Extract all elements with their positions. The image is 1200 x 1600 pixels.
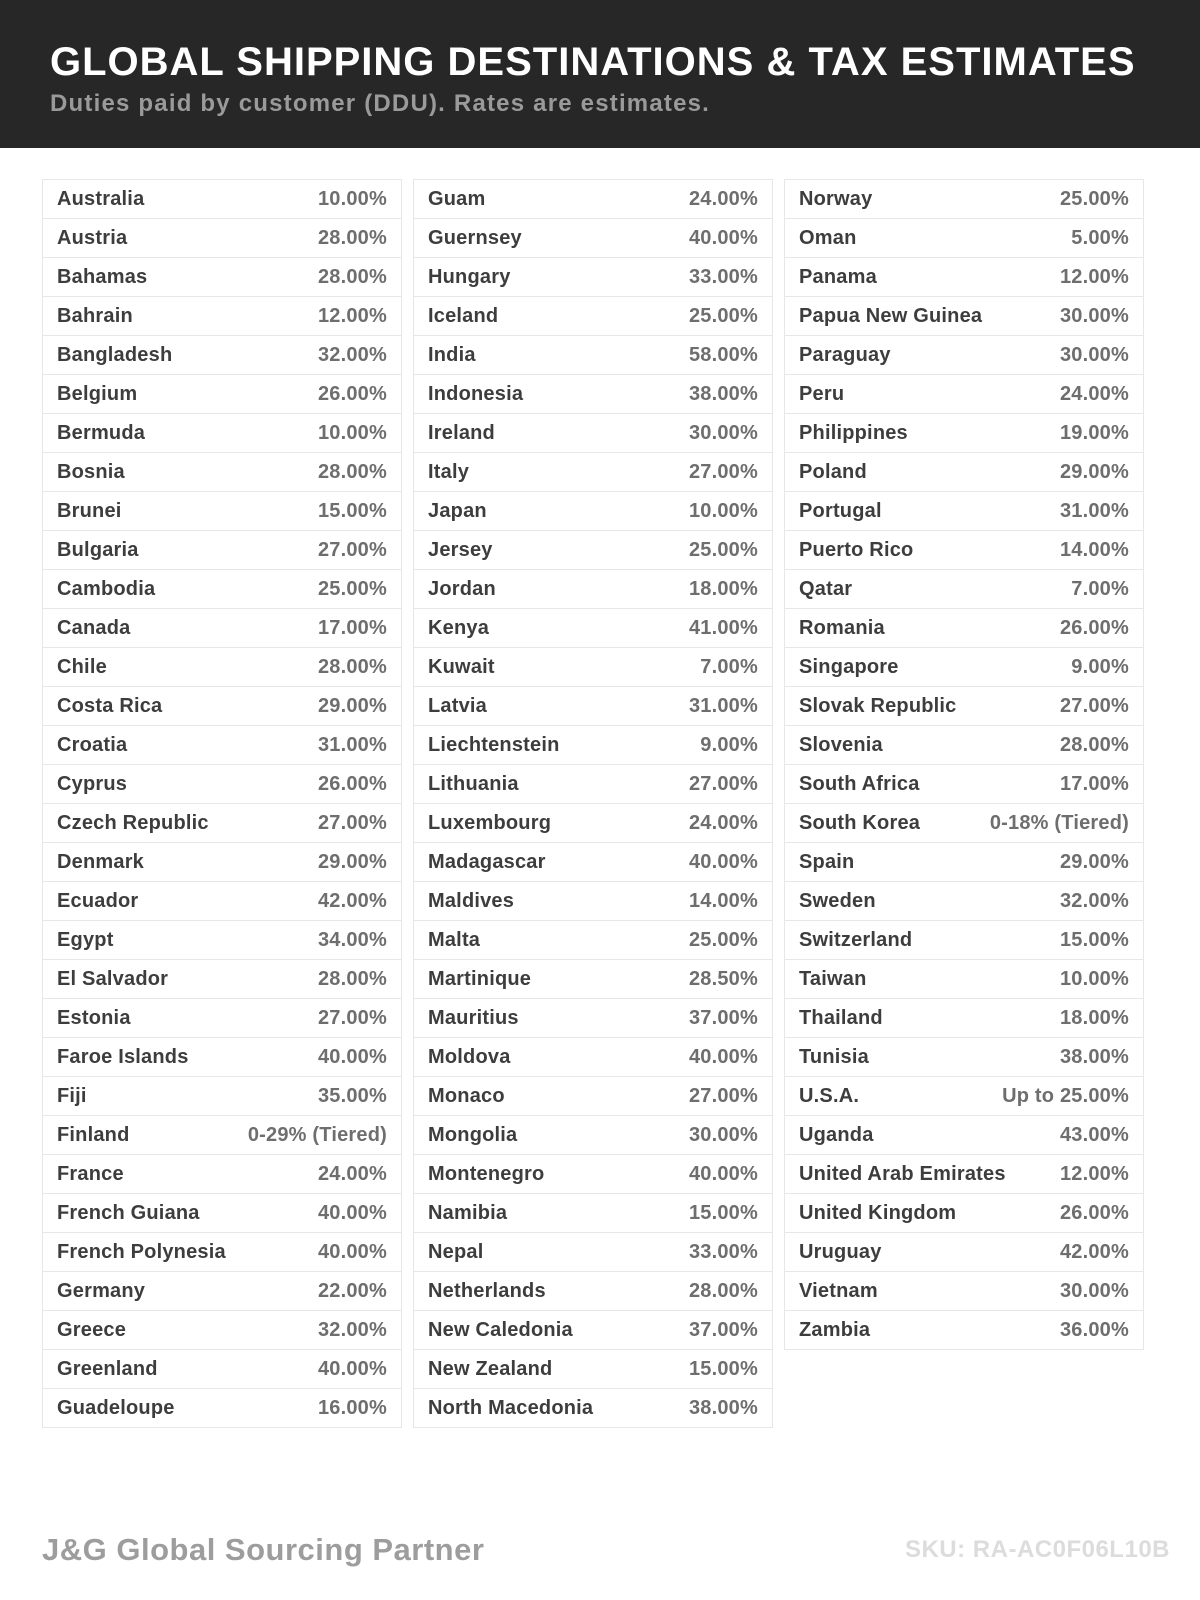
table-row (413, 803, 773, 843)
country-name: New Zealand (428, 1357, 553, 1380)
table-row (413, 1037, 773, 1077)
table-row (413, 998, 773, 1038)
country-name: Egypt (57, 928, 114, 951)
tax-rate: 43.00% (1059, 1123, 1129, 1146)
table-row (413, 959, 773, 999)
table-row (42, 1349, 402, 1389)
country-name: Zambia (799, 1318, 871, 1341)
table-row (784, 803, 1144, 843)
country-name: Maldives (428, 889, 515, 912)
country-name: Hungary (428, 265, 511, 288)
country-name: Mauritius (428, 1006, 519, 1029)
country-name: India (428, 343, 476, 366)
table-row (413, 842, 773, 882)
tax-rate: 14.00% (1059, 538, 1129, 561)
tax-rate: 17.00% (1059, 772, 1129, 795)
tax-rate: 30.00% (1059, 1279, 1129, 1302)
table-row (413, 1115, 773, 1155)
country-name: Nepal (428, 1240, 484, 1263)
country-name: Philippines (799, 421, 908, 444)
country-name: Denmark (57, 850, 144, 873)
tax-rate: 27.00% (1059, 694, 1129, 717)
table-row (413, 569, 773, 609)
country-name: Tunisia (799, 1045, 869, 1068)
table-row (42, 842, 402, 882)
country-name: U.S.A. (799, 1084, 860, 1107)
country-name: Martinique (428, 967, 532, 990)
tax-rate: 42.00% (1059, 1240, 1129, 1263)
table-row (784, 335, 1144, 375)
table-row (413, 764, 773, 804)
country-name: Guam (428, 187, 486, 210)
table-row (784, 647, 1144, 687)
country-name: French Polynesia (57, 1240, 226, 1263)
country-name: Poland (799, 460, 867, 483)
country-name: South Korea (799, 811, 921, 834)
tax-rate: 26.00% (317, 772, 387, 795)
country-name: Croatia (57, 733, 128, 756)
tax-rate: 36.00% (1059, 1318, 1129, 1341)
table-row (784, 1076, 1144, 1116)
tax-rate: 12.00% (317, 304, 387, 327)
tax-rate: Up to 25.00% (1002, 1084, 1129, 1107)
tax-rate: 10.00% (317, 187, 387, 210)
country-name: Faroe Islands (57, 1045, 189, 1068)
tax-rate: 28.00% (317, 460, 387, 483)
country-name: Lithuania (428, 772, 519, 795)
table-row (784, 257, 1144, 297)
country-name: Slovak Republic (799, 694, 957, 717)
tax-rate: 30.00% (688, 421, 758, 444)
tax-rate: 27.00% (688, 460, 758, 483)
tax-rate: 38.00% (688, 382, 758, 405)
tax-rate: 40.00% (317, 1201, 387, 1224)
country-name: Kuwait (428, 655, 495, 678)
table-row (784, 881, 1144, 921)
table-row (42, 1193, 402, 1233)
country-name: Guernsey (428, 226, 522, 249)
table-row (42, 1232, 402, 1272)
tax-rate: 19.00% (1059, 421, 1129, 444)
table-row (42, 452, 402, 492)
tax-rate: 29.00% (1059, 850, 1129, 873)
rates-table (42, 179, 1144, 1428)
tax-rate: 34.00% (317, 928, 387, 951)
country-name: Jersey (428, 538, 493, 561)
tax-rate: 7.00% (1071, 577, 1129, 600)
tax-rate: 28.00% (317, 967, 387, 990)
tax-rate: 10.00% (1059, 967, 1129, 990)
country-name: Bahrain (57, 304, 133, 327)
table-row (42, 998, 402, 1038)
table-row (784, 530, 1144, 570)
country-name: Bahamas (57, 265, 148, 288)
table-row (413, 1193, 773, 1233)
tax-rate: 15.00% (688, 1201, 758, 1224)
country-name: Uganda (799, 1123, 874, 1146)
table-row (413, 881, 773, 921)
country-name: Liechtenstein (428, 733, 560, 756)
table-row (413, 1154, 773, 1194)
table-row (42, 491, 402, 531)
tax-rate: 0-18% (Tiered) (989, 811, 1129, 834)
table-row (42, 1037, 402, 1077)
tax-rate: 28.00% (317, 655, 387, 678)
tax-rate: 33.00% (688, 1240, 758, 1263)
country-name: Ireland (428, 421, 495, 444)
tax-rate: 0-29% (Tiered) (247, 1123, 387, 1146)
country-name: Ecuador (57, 889, 139, 912)
country-name: Monaco (428, 1084, 505, 1107)
country-name: El Salvador (57, 967, 169, 990)
table-row (413, 1310, 773, 1350)
table-row (42, 335, 402, 375)
tax-rate: 10.00% (317, 421, 387, 444)
table-row (784, 959, 1144, 999)
table-row (784, 1115, 1144, 1155)
tax-rate: 32.00% (317, 343, 387, 366)
country-name: Jordan (428, 577, 496, 600)
tax-rate: 33.00% (688, 265, 758, 288)
country-name: Madagascar (428, 850, 546, 873)
table-row (413, 920, 773, 960)
tax-rate: 29.00% (317, 850, 387, 873)
tax-rate: 40.00% (688, 850, 758, 873)
country-name: Latvia (428, 694, 488, 717)
country-name: Estonia (57, 1006, 131, 1029)
table-row (784, 725, 1144, 765)
tax-rate: 30.00% (1059, 343, 1129, 366)
tax-rate: 24.00% (1059, 382, 1129, 405)
country-name: Japan (428, 499, 487, 522)
country-name: Malta (428, 928, 481, 951)
table-row (42, 1310, 402, 1350)
table-row (413, 257, 773, 297)
tax-rate: 28.00% (688, 1279, 758, 1302)
country-name: Netherlands (428, 1279, 546, 1302)
tax-rate: 29.00% (317, 694, 387, 717)
tax-rate: 32.00% (317, 1318, 387, 1341)
tax-rate: 28.00% (317, 265, 387, 288)
table-row (42, 257, 402, 297)
tax-rate: 35.00% (317, 1084, 387, 1107)
rate-column-1 (42, 179, 402, 1428)
rate-column-3 (784, 179, 1144, 1350)
tax-rate: 40.00% (688, 1045, 758, 1068)
tax-rate: 25.00% (317, 577, 387, 600)
sku-label: SKU: RA-AC0F06L10B (904, 1536, 1170, 1563)
table-row (413, 491, 773, 531)
country-name: Switzerland (799, 928, 913, 951)
tax-rate: 24.00% (688, 187, 758, 210)
table-row (42, 218, 402, 258)
tax-rate: 32.00% (1059, 889, 1129, 912)
tax-rate: 31.00% (1059, 499, 1129, 522)
tax-rate: 22.00% (317, 1279, 387, 1302)
table-row (784, 920, 1144, 960)
table-row (42, 413, 402, 453)
country-name: Montenegro (428, 1162, 545, 1185)
country-name: Singapore (799, 655, 899, 678)
table-row (42, 803, 402, 843)
tax-rate: 25.00% (688, 304, 758, 327)
table-row (784, 686, 1144, 726)
country-name: North Macedonia (428, 1396, 594, 1419)
table-row (42, 959, 402, 999)
country-name: Uruguay (799, 1240, 882, 1263)
table-row (784, 1154, 1144, 1194)
country-name: Namibia (428, 1201, 508, 1224)
tax-rate: 42.00% (317, 889, 387, 912)
tax-rate: 31.00% (317, 733, 387, 756)
tax-rate: 37.00% (688, 1318, 758, 1341)
country-name: Vietnam (799, 1279, 878, 1302)
table-row (42, 686, 402, 726)
country-name: Qatar (799, 577, 853, 600)
tax-rate: 29.00% (1059, 460, 1129, 483)
country-name: Belgium (57, 382, 138, 405)
country-name: Cyprus (57, 772, 128, 795)
table-row (42, 920, 402, 960)
tax-rate: 40.00% (688, 1162, 758, 1185)
tax-rate: 28.50% (688, 967, 758, 990)
tax-rate: 40.00% (317, 1240, 387, 1263)
country-name: Portugal (799, 499, 882, 522)
tax-rate: 5.00% (1071, 226, 1129, 249)
table-row (413, 1076, 773, 1116)
table-row (413, 335, 773, 375)
country-name: Indonesia (428, 382, 524, 405)
country-name: Sweden (799, 889, 876, 912)
table-row (784, 296, 1144, 336)
tax-rate: 27.00% (688, 772, 758, 795)
tax-rate: 28.00% (317, 226, 387, 249)
table-row (42, 1115, 402, 1155)
tax-rate: 26.00% (317, 382, 387, 405)
table-row (413, 608, 773, 648)
tax-rate: 12.00% (1059, 1162, 1129, 1185)
tax-rate: 25.00% (1059, 187, 1129, 210)
tax-rate: 30.00% (688, 1123, 758, 1146)
table-row (42, 530, 402, 570)
country-name: Brunei (57, 499, 122, 522)
country-name: Iceland (428, 304, 499, 327)
country-name: Bermuda (57, 421, 146, 444)
country-name: Taiwan (799, 967, 867, 990)
tax-rate: 7.00% (700, 655, 758, 678)
country-name: Australia (57, 187, 145, 210)
tax-rate: 40.00% (317, 1357, 387, 1380)
table-row (784, 998, 1144, 1038)
country-name: Luxembourg (428, 811, 552, 834)
table-row (413, 218, 773, 258)
table-row (784, 1193, 1144, 1233)
country-name: Fiji (57, 1084, 87, 1107)
footer (42, 1532, 1170, 1568)
table-row (784, 569, 1144, 609)
table-row (413, 1388, 773, 1428)
country-name: Germany (57, 1279, 146, 1302)
tax-rate: 38.00% (1059, 1045, 1129, 1068)
table-row (42, 608, 402, 648)
country-name: Kenya (428, 616, 490, 639)
table-row (42, 1271, 402, 1311)
table-row (413, 179, 773, 219)
table-row (413, 296, 773, 336)
tax-rate: 15.00% (317, 499, 387, 522)
country-name: Chile (57, 655, 107, 678)
page-subtitle: Duties paid by customer (DDU). Rates are estimates. (50, 90, 711, 117)
table-row (42, 374, 402, 414)
tax-rate: 38.00% (688, 1396, 758, 1419)
country-name: Cambodia (57, 577, 156, 600)
tax-rate: 17.00% (317, 616, 387, 639)
table-row (413, 725, 773, 765)
table-row (42, 1388, 402, 1428)
tax-rate: 12.00% (1059, 265, 1129, 288)
table-row (784, 1232, 1144, 1272)
tax-rate: 15.00% (688, 1357, 758, 1380)
country-name: Norway (799, 187, 873, 210)
tax-rate: 40.00% (688, 226, 758, 249)
country-name: Czech Republic (57, 811, 209, 834)
country-name: Moldova (428, 1045, 511, 1068)
country-name: Guadeloupe (57, 1396, 175, 1419)
table-row (413, 452, 773, 492)
table-row (42, 764, 402, 804)
tax-rate: 31.00% (688, 694, 758, 717)
table-row (784, 218, 1144, 258)
table-row (413, 1271, 773, 1311)
country-name: Mongolia (428, 1123, 518, 1146)
tax-rate: 16.00% (317, 1396, 387, 1419)
country-name: Costa Rica (57, 694, 163, 717)
country-name: Peru (799, 382, 845, 405)
tax-rate: 41.00% (688, 616, 758, 639)
table-row (42, 569, 402, 609)
tax-rate: 25.00% (688, 928, 758, 951)
table-row (784, 1310, 1144, 1350)
country-name: Thailand (799, 1006, 883, 1029)
table-row (784, 1037, 1144, 1077)
table-row (42, 725, 402, 765)
header-banner (0, 0, 1200, 148)
table-row (42, 1076, 402, 1116)
table-row (413, 1349, 773, 1389)
country-name: Papua New Guinea (799, 304, 983, 327)
tax-rate: 25.00% (688, 538, 758, 561)
table-row (413, 530, 773, 570)
country-name: Italy (428, 460, 470, 483)
country-name: South Africa (799, 772, 920, 795)
country-name: French Guiana (57, 1201, 200, 1224)
tax-rate: 14.00% (688, 889, 758, 912)
tax-rate: 15.00% (1059, 928, 1129, 951)
table-row (413, 686, 773, 726)
table-row (42, 179, 402, 219)
table-row (42, 647, 402, 687)
table-row (42, 296, 402, 336)
country-name: Spain (799, 850, 855, 873)
tax-rate: 27.00% (317, 538, 387, 561)
country-name: Romania (799, 616, 885, 639)
table-row (784, 491, 1144, 531)
country-name: New Caledonia (428, 1318, 573, 1341)
tax-rate: 9.00% (700, 733, 758, 756)
tax-rate: 27.00% (317, 1006, 387, 1029)
tax-rate: 24.00% (688, 811, 758, 834)
country-name: Bosnia (57, 460, 125, 483)
table-row (784, 413, 1144, 453)
country-name: Oman (799, 226, 857, 249)
page-title: GLOBAL SHIPPING DESTINATIONS & TAX ESTIMATES (50, 40, 1136, 84)
table-row (784, 1271, 1144, 1311)
country-name: Bulgaria (57, 538, 139, 561)
country-name: Puerto Rico (799, 538, 914, 561)
tax-rate: 26.00% (1059, 1201, 1129, 1224)
tax-rate: 58.00% (688, 343, 758, 366)
tax-rate: 37.00% (688, 1006, 758, 1029)
tax-rate: 40.00% (317, 1045, 387, 1068)
country-name: Panama (799, 265, 877, 288)
tax-rate: 27.00% (317, 811, 387, 834)
country-name: Canada (57, 616, 131, 639)
table-row (42, 1154, 402, 1194)
tax-rate: 26.00% (1059, 616, 1129, 639)
table-row (413, 647, 773, 687)
tax-rate: 10.00% (688, 499, 758, 522)
country-name: Greece (57, 1318, 127, 1341)
tax-rate: 28.00% (1059, 733, 1129, 756)
brand-name: J&G Global Sourcing Partner (42, 1532, 485, 1567)
tax-rate: 30.00% (1059, 304, 1129, 327)
table-row (784, 452, 1144, 492)
rate-column-2 (413, 179, 773, 1428)
table-row (413, 413, 773, 453)
country-name: France (57, 1162, 124, 1185)
tax-rate: 18.00% (688, 577, 758, 600)
tax-rate: 9.00% (1071, 655, 1129, 678)
table-row (784, 608, 1144, 648)
country-name: Paraguay (799, 343, 891, 366)
table-row (784, 842, 1144, 882)
table-row (784, 374, 1144, 414)
table-row (784, 764, 1144, 804)
table-row (413, 374, 773, 414)
table-row (413, 1232, 773, 1272)
country-name: United Arab Emirates (799, 1162, 1006, 1185)
country-name: Slovenia (799, 733, 883, 756)
country-name: Greenland (57, 1357, 158, 1380)
country-name: Bangladesh (57, 343, 173, 366)
tax-rate: 27.00% (688, 1084, 758, 1107)
tax-rate: 18.00% (1059, 1006, 1129, 1029)
country-name: Finland (57, 1123, 130, 1146)
country-name: Austria (57, 226, 128, 249)
table-row (784, 179, 1144, 219)
tax-rate: 24.00% (317, 1162, 387, 1185)
country-name: United Kingdom (799, 1201, 957, 1224)
table-row (42, 881, 402, 921)
